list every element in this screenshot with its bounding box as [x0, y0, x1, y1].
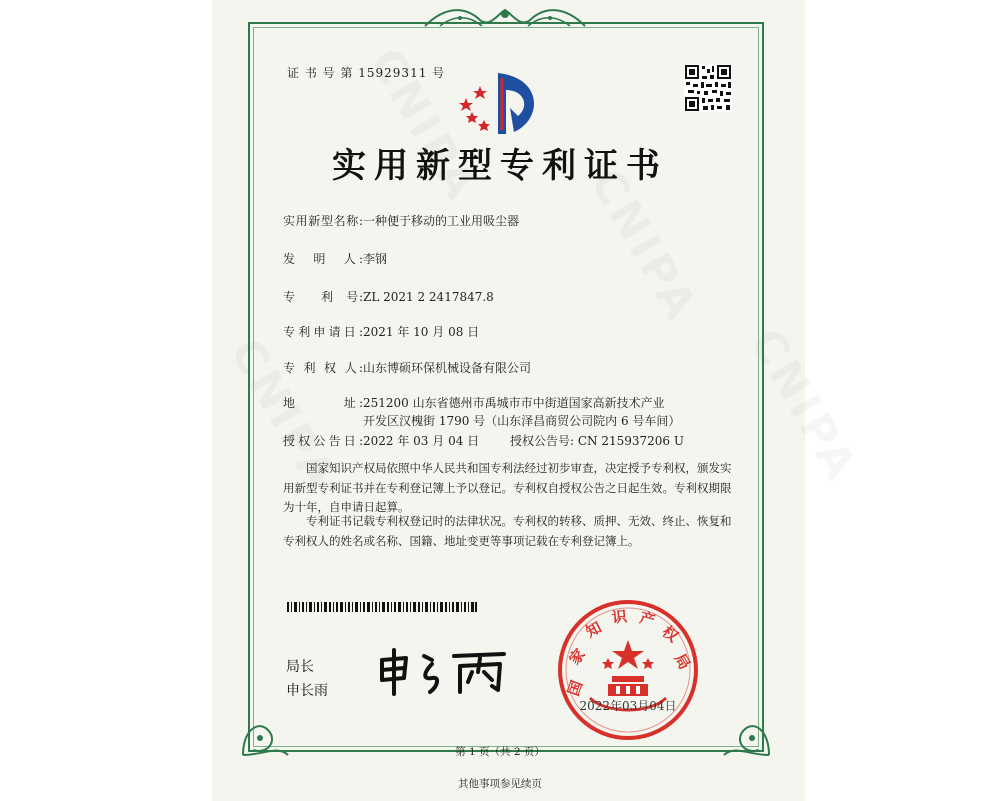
- svg-text:国: 国: [564, 678, 587, 699]
- page-number: 第 1 页（共 2 页）: [455, 746, 545, 758]
- field-address: [283, 394, 665, 412]
- svg-text:产: 产: [637, 608, 658, 630]
- director-title: 局长: [286, 659, 314, 675]
- field-label: 实用新型名称:: [283, 214, 363, 228]
- svg-text:识: 识: [611, 607, 628, 627]
- field-patentee: [283, 359, 531, 377]
- field-value: 2022 年 03 月 04 日: [363, 434, 480, 448]
- field-value: ZL 2021 2 2417847.8: [363, 290, 494, 304]
- field-patent-number: [283, 288, 494, 306]
- field-label: 专 利 号:: [283, 290, 363, 304]
- address-line-2: 开发区汉槐街 1790 号（山东泽昌商贸公司院内 6 号车间）: [363, 414, 681, 428]
- field-utility-model-name: [283, 212, 519, 230]
- field-value: 251200 山东省德州市禹城市市中街道国家高新技术产业: [363, 396, 665, 410]
- top-ornament-icon: [420, 4, 590, 34]
- cnipa-logo-icon: [458, 68, 550, 138]
- field-value: 李钢: [363, 252, 388, 266]
- official-seal-icon: [556, 598, 700, 742]
- signature-icon: [376, 646, 511, 698]
- field-value: 一种便于移动的工业用吸尘器: [363, 214, 520, 228]
- certificate-number: 证 书 号 第 15929311 号: [287, 66, 446, 80]
- qr-code-icon: [684, 64, 732, 112]
- svg-text:局: 局: [670, 650, 694, 673]
- field-label: 地 址:: [283, 396, 363, 410]
- svg-text:家: 家: [565, 645, 589, 669]
- field-label: 专 利 权 人:: [283, 361, 363, 375]
- svg-text:知: 知: [582, 618, 605, 642]
- field-application-date: [283, 323, 479, 341]
- field-value: 2021 年 10 月 08 日: [363, 325, 480, 339]
- body-paragraph: 专利证书记载专利权登记时的法律状况。专利权的转移、质押、无效、终止、恢复和专利权人的姓名或名称、国籍、地址变更等事项记载在专利登记簿上。: [283, 514, 732, 548]
- field-label: 授权公告日:: [283, 434, 363, 448]
- barcode-icon: [287, 602, 477, 612]
- field-label: 专利申请日:: [283, 325, 363, 339]
- certificate-title: 实用新型专利证书: [332, 146, 668, 186]
- field-value: 山东博硕环保机械设备有限公司: [363, 361, 532, 375]
- publication-number: 授权公告号: CN 215937206 U: [510, 434, 684, 448]
- svg-text:权: 权: [658, 622, 682, 646]
- field-inventor: [283, 250, 387, 268]
- field-label: 发 明 人:: [283, 252, 363, 266]
- body-paragraph: 国家知识产权局依照中华人民共和国专利法经过初步审查，决定授予专利权，颁发实用新型专利证书并在专利登记簿上予以登记。专利权自授权公告之日起生效。专利权期限为十年，自申请日起算。: [283, 461, 732, 514]
- director-name: 申长雨: [286, 683, 328, 699]
- field-grant-date: [283, 432, 479, 450]
- seal-date: 2022年03月04日: [579, 699, 677, 713]
- footer-note: 其他事项参见续页: [458, 778, 542, 790]
